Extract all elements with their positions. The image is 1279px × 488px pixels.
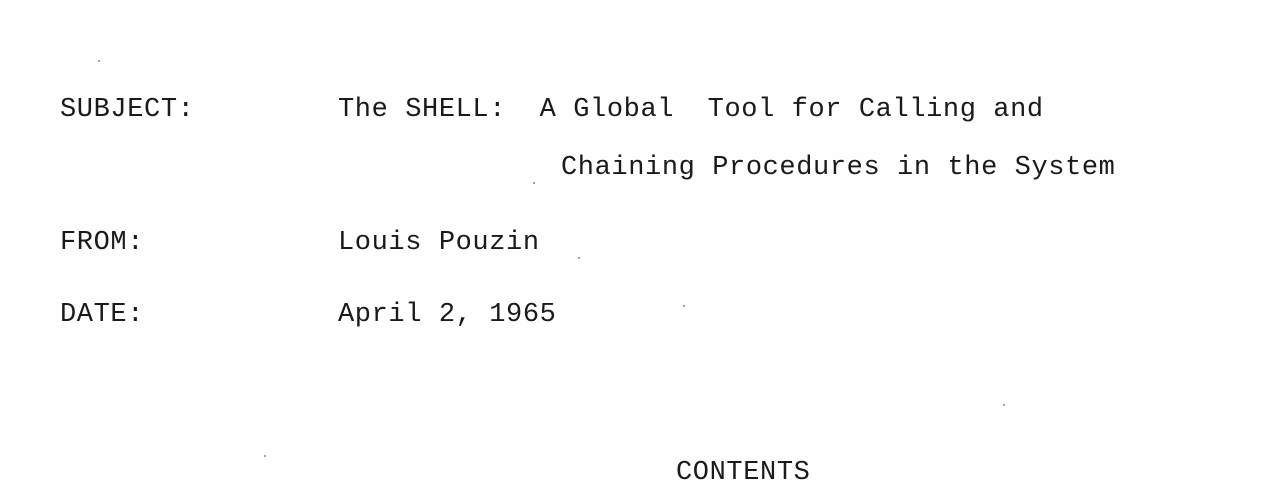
scan-speck <box>1003 404 1005 406</box>
subject-label: SUBJECT: <box>60 95 195 125</box>
date-value: April 2, 1965 <box>338 300 557 330</box>
from-value: Louis Pouzin <box>338 228 540 258</box>
subject-line-2: Chaining Procedures in the System <box>561 153 1116 183</box>
scan-speck <box>578 257 580 259</box>
contents-heading: CONTENTS <box>676 458 811 488</box>
scan-speck <box>264 455 266 457</box>
subject-line-1: The SHELL: A Global Tool for Calling and <box>338 95 1044 125</box>
date-label: DATE: <box>60 300 145 330</box>
scan-speck <box>98 60 100 62</box>
from-label: FROM: <box>60 228 145 258</box>
scan-speck <box>533 182 535 184</box>
scan-speck <box>683 305 685 307</box>
